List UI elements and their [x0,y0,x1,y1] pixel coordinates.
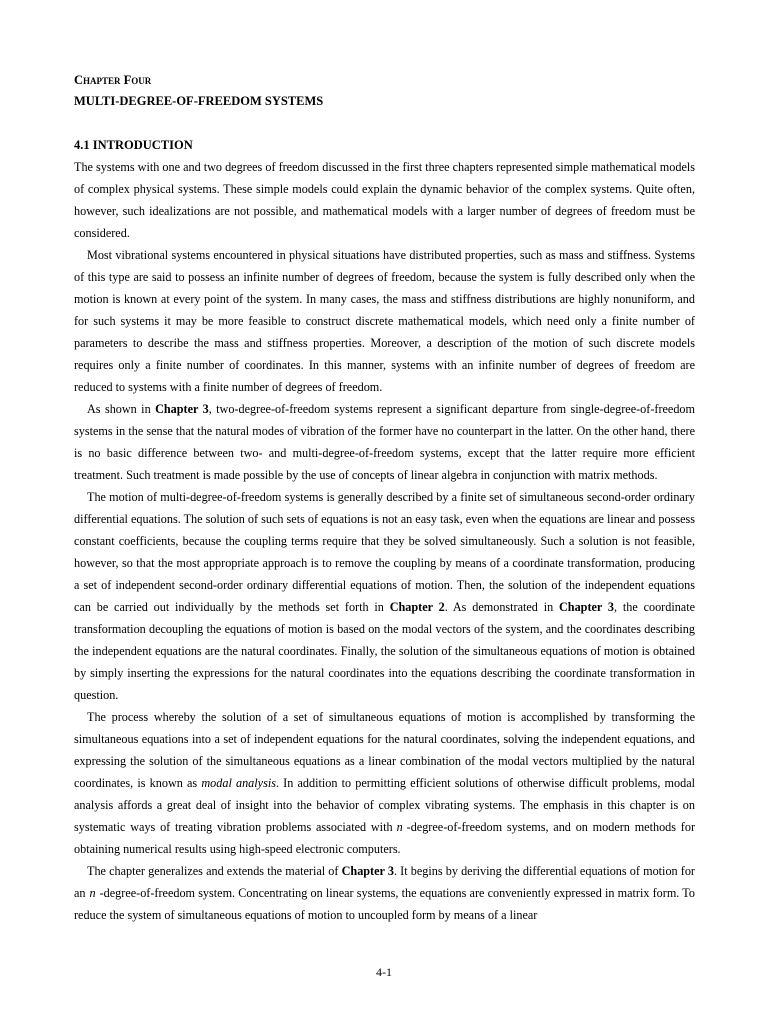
chapter-reference: Chapter 3 [341,864,394,878]
page-number: 4-1 [376,965,392,979]
paragraph-3-text-a: As shown in [87,402,156,416]
paragraph-6 [74,860,695,926]
paragraph-6-text-a: The chapter generalizes and extends the material of [87,864,342,878]
chapter-reference: Chapter 3 [155,402,209,416]
paragraph-1-text: The systems with one and two degrees of freedom discussed in the first three chapters represented simple mathematical models of complex physical systems. These simple models could explain the dynamic behavior of the complex systems. Quite often, however, such idealizations are not possible, and mathematical models with a larger number of degrees of freedom must be considered. [74,160,695,240]
paragraph-5-text-c: . In addition to permitting efficient solutions of otherwise difficult problems, modal analysis affords a great deal of insight into the behavior of complex vibrating systems. The emphasis in this chapter is on systematic ways of treating vibration problems associated with [74,776,696,834]
paragraph-6-text-c: . It begins by deriving the differential equations of motion for an [74,864,695,900]
paragraph-6-text-d: -degree-of-freedom system. Concentrating on linear systems, the equations are conveniently expressed in matrix form. To reduce the system of simultaneous equations of motion to uncoupled form by means of a linear [74,886,695,922]
paragraph-5-text-a: The process whereby the solution of a set of simultaneous equations of motion is accomplished by transforming the simultaneous equations into a set of independent equations for the natural coordinates, solving the independent equations, and expressing the solution of the simultaneous equations as a linear combination of the modal vectors multiplied by the natural coordinates, is known as [74,710,695,790]
paragraph-2-text: Most vibrational systems encountered in physical situations have distributed properties, such as mass and stiffness. Systems of this type are said to possess an infinite number of degrees of freedom, because the system is fully described only when the motion is known at every point of the system. In many cases, the mass and stiffness distributions are highly nonuniform, and for such systems it may be more feasible to construct discrete mathematical models, which need only a finite number of parameters to describe the mass and stiffness properties. Moreover, a description of the motion of such discrete models requires only a finite number of coordinates. In this manner, systems with an infinite number of degrees of freedom are reduced to systems with a finite number of degrees of freedom. [74,248,695,394]
paragraph-1 [74,156,695,244]
chapter-reference: Chapter 3 [559,600,615,614]
math-variable-n: n [89,886,96,900]
paragraph-2 [74,244,695,398]
paragraph-3-text-c: , two-degree-of-freedom systems represent a significant departure from single-degree-of-freedom systems in the sense that the natural modes of vibration of the former have no counterpart in the latter. On the other hand, there is no basic difference between two- and multi-degree-of-freedom systems, except that the latter require more efficient treatment. Such treatment is made possible by the use of concepts of linear algebra in conjunction with matrix methods. [74,402,695,482]
document-page [74,70,695,926]
paragraph-4-text-a: The motion of multi-degree-of-freedom systems is generally described by a finite set of simultaneous second-order ordinary differential equations. The solution of such sets of equations is not an easy task, even when the equations are linear and possess constant coefficients, because the coupling terms require that they be solved simultaneously. Such a solution is not feasible, however, so that the most appropriate approach is to remove the coupling by means of a coordinate transformation, producing a set of independent second-order ordinary differential equations of motion. Then, the solution of the independent equations can be carried out individually by the methods set forth in [74,490,695,614]
math-variable-n: n [396,820,403,834]
paragraph-3 [74,398,695,486]
modal-analysis-term: modal analysis [201,776,276,790]
paragraph-4-text-e: , the coordinate transformation decoupling the equations of motion is based on the modal vectors of the system, and the coordinates describing the independent equations are the natural coordinates. Finally, the solution of the simultaneous equations of motion is obtained by simply inserting the expressions for the natural coordinates into the equations describing the coordinate transformation in question. [74,600,696,702]
section-heading: 4.1 INTRODUCTION [74,138,193,152]
chapter-title: MULTI-DEGREE-OF-FREEDOM SYSTEMS [74,94,324,108]
chapter-label: Chapter Four [74,73,152,87]
paragraph-4 [74,486,695,706]
paragraph-4-text-c: . As demonstrated in [444,600,559,614]
paragraph-5-text-d: -degree-of-freedom systems, and on modern methods for obtaining numerical results using high-speed electronic computers. [74,820,696,856]
paragraph-5 [74,706,695,860]
chapter-reference: Chapter 2 [389,600,445,614]
